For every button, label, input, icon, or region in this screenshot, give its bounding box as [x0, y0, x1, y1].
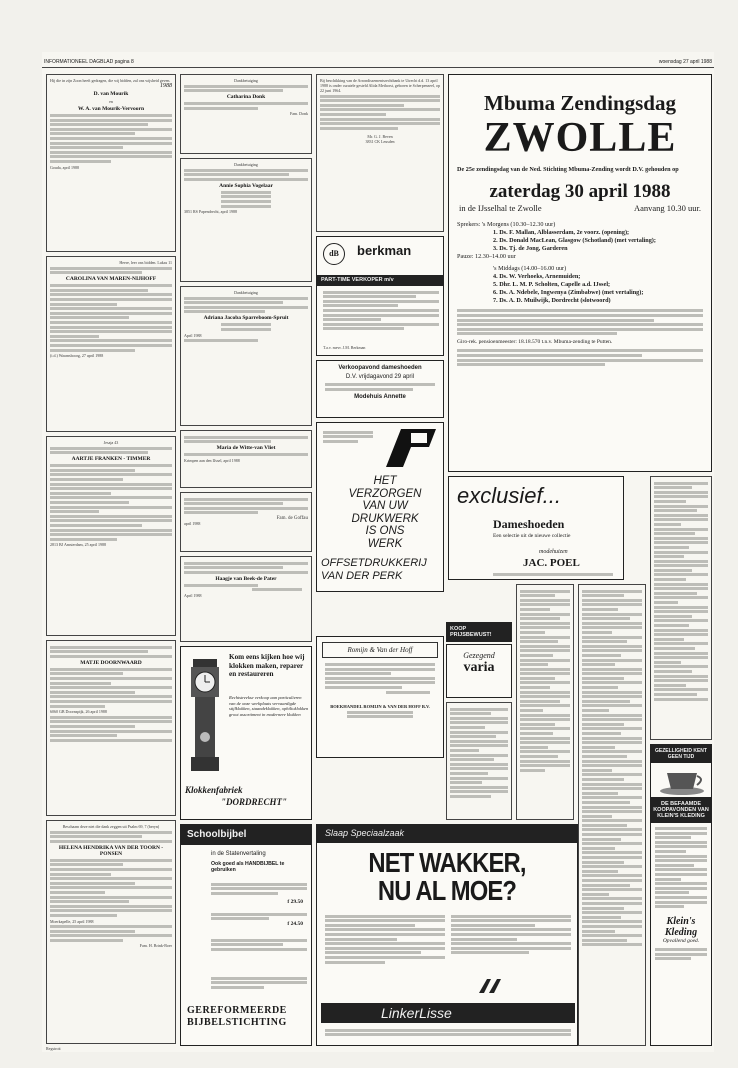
thanks-2: [180, 158, 312, 282]
romijn-address: [347, 711, 413, 719]
berkman-ad: [316, 236, 444, 356]
notice-name-2: W. A. van Mourik-Vervoorn: [77, 106, 145, 112]
exclusief-title: Dameshoeden: [493, 517, 565, 531]
drukwerk-name: [321, 557, 441, 582]
school-price-2: f 24.50: [287, 921, 303, 927]
koop-ad: [446, 622, 512, 642]
thanks-name: Annie Sophia Vogelaar: [219, 182, 273, 189]
mbuma-pause: Pauze: 12.30–14.00 uur: [457, 253, 516, 261]
printer-logo-icon: [381, 427, 441, 473]
school-brand-1: GEREFORMEERDE: [187, 1005, 287, 1016]
verkoop-ad: [316, 360, 444, 418]
kleins-ad: [650, 744, 712, 1046]
notice-verse: Hij die in zijn Zoon heeft gedragen, die wij bidden, zal ons wijsheid geven.: [50, 78, 171, 83]
mbuma-text-2: [457, 349, 703, 366]
curatele-sign-1: Mr. G. J. Beven: [367, 133, 393, 139]
speaker: 6. Ds. A. Ndebele, Ingwenya (Zimbabwe) (met vertaling);: [493, 289, 644, 297]
slaap-line-1: NET WAKKER,: [368, 847, 526, 878]
thanks-date: April 1988: [184, 332, 202, 338]
thanks-title: Dankbetuiging: [234, 162, 258, 167]
school-text-3: [211, 937, 307, 952]
notice-death-1: [46, 256, 176, 432]
exclusief-house: modehuizen: [539, 549, 568, 555]
thanks-sign: Fam. Donk: [290, 111, 308, 117]
school-text: [211, 881, 307, 896]
koop-text: KOOP PRIJSBEWUST!: [450, 626, 492, 638]
verkoop-brand: Modehuis Annette: [354, 393, 406, 400]
slaap-line-2: NU AL MOE?: [377, 875, 517, 906]
notice-date: Moerkapelle, 25 april 1988: [50, 918, 94, 924]
gezellig-title: GEZELLIGHEID KENT GEEN TIJD: [651, 745, 711, 763]
thanks-date: april 1988: [184, 520, 201, 526]
newspaper-page: [42, 52, 714, 1052]
notice-text: [50, 646, 172, 658]
notice-name: HELENA HENDRIKA VAN DER TOORN - PONSEN: [58, 844, 164, 857]
clock-icon: [185, 657, 225, 777]
thanks-text: [184, 297, 308, 314]
notice-text: [50, 114, 172, 163]
notice-text: [50, 267, 172, 275]
drukwerk-address: [323, 429, 373, 444]
notice-death-4: [46, 820, 176, 1044]
teacup-icon: [651, 763, 712, 797]
school-brand-2: BIJBELSTICHTING: [187, 1017, 287, 1028]
thanks-1: [180, 74, 312, 154]
drukwerk-name-line: OFFSETDRUKKERIJ: [321, 557, 427, 569]
notice-text-2: [50, 668, 172, 708]
drukwerk-ad: [316, 422, 444, 592]
thanks-6: [180, 556, 312, 642]
notice-death-3: [46, 640, 176, 816]
exclusief-name: JAC. POEL: [523, 557, 580, 569]
thanks-name: Haagje van Beek-de Pater: [215, 575, 277, 582]
klokken-headline: Kom eens kijken hoe wij klokken maken, reparer en restaureren: [229, 653, 305, 678]
notice-death-2: [46, 436, 176, 636]
notice-text-3: [50, 925, 172, 942]
notice-name: D. van Mourik: [93, 91, 129, 97]
notice-sign: Fam. H. Brink-Boer: [139, 943, 172, 949]
mbuma-giro: Giro-rek. pensioenmeester: 18.18.570 t.n.v. Mbuma-zending te Putten.: [457, 339, 613, 346]
header-left: INFORMATIONEEL DAGBLAD pagina 8: [44, 59, 134, 65]
mbuma-afternoon: 's Middags (14.00–16.00 uur): [493, 265, 567, 273]
varia-sub: varia: [463, 660, 495, 675]
notice-and: en: [109, 99, 113, 104]
slaap-text-left: [325, 913, 445, 965]
mbuma-place: in de IJsselhal te Zwolle: [459, 203, 542, 214]
thanks-date: 3851 RS Papendrecht, april 1988: [184, 209, 237, 215]
romijn-bottom: BOEKHANDEL ROMIJN & VAN DER HOFF B.V.: [330, 703, 430, 709]
berkman-logo-icon: dB: [323, 243, 345, 265]
mbuma-city: ZWOLLE: [483, 115, 677, 161]
notice-name: AARTJE FRANKEN - TIMMER: [71, 456, 151, 463]
notice-name: CAROLINA VAN MAREN-NIJHOFF: [65, 276, 157, 283]
exclusief-address: [493, 571, 613, 577]
slogan-line: WERK: [367, 537, 403, 550]
speaker: 1. Ds. F. Mallan, Alblasserdam, 2e voorz. (opening);: [493, 229, 630, 237]
speaker: 4. Ds. W. Verhoeks, Arnemuiden;: [493, 273, 581, 281]
notice-text-2: [50, 464, 172, 541]
school-price-1: f 29.50: [287, 899, 303, 905]
linker-logo-icon: [477, 977, 501, 995]
church-services-1: [516, 584, 574, 820]
mbuma-ad: [448, 74, 712, 472]
page-header: [42, 56, 714, 68]
thanks-text-2: [184, 102, 308, 110]
exclusief-ad: [448, 476, 624, 580]
thanks-text-3: [184, 339, 308, 342]
slaap-top: Slaap Speciaalzaak: [317, 825, 577, 843]
curatele-sign-2: 3831 CK Leusden: [365, 138, 395, 144]
notice-date: (i.d.) Waarnsboorg, 27 april 1988: [50, 353, 104, 359]
notice-verse: Heere, leer ons bidden. Lukas 11: [119, 260, 172, 265]
romijn-ad: [316, 636, 444, 758]
mbuma-date: zaterdag 30 april 1988: [489, 181, 671, 203]
romijn-brand: Romijn & Van der Hoff: [322, 642, 438, 658]
slaap-addresses: [325, 1027, 571, 1038]
church-services-3: [650, 476, 712, 740]
slogan-line: VAN UW: [362, 500, 408, 512]
notice-verse: Jesaja 43: [103, 440, 119, 445]
school-line-1: in de Statenvertaling: [211, 851, 266, 857]
mbuma-place-row: [459, 203, 701, 213]
church-services-2: [578, 584, 646, 1046]
notice-date: 2813 BJ Amsterdam, 25 april 1988: [50, 542, 106, 548]
thanks-text: [184, 498, 308, 515]
header-right: woensdag 27 april 1988: [658, 59, 712, 65]
services-text: [582, 590, 642, 947]
thanks-text-2: [184, 453, 308, 456]
thanks-title: Dankbetuiging: [234, 290, 258, 295]
thanks-name: Maria de Witte-van Vliet: [216, 445, 276, 452]
berkman-contact: T.a.v. mevr. J.M. Berkman: [323, 345, 366, 350]
thanks-text: [184, 85, 308, 93]
drukwerk-name-line: VAN DER PERK: [321, 569, 403, 582]
slaap-text-right: [451, 913, 571, 956]
thanks-name: Adriana Jacoba Sparreboom-Spruit: [203, 315, 289, 322]
page-footer: Regstroit: [46, 1046, 61, 1051]
exclusief-brand: exclusief...: [457, 483, 561, 508]
thanks-4: [180, 430, 312, 488]
notice-text-2: [50, 859, 172, 917]
berkman-brand: berkman: [357, 243, 412, 258]
mbuma-program: [457, 221, 703, 305]
speaker: 5. Dhr. L. M. P. Scholten, Capelle a.d. IJssel;: [493, 281, 611, 289]
drukwerk-slogan: [331, 475, 439, 550]
thanks-text: [184, 436, 308, 444]
speaker: 2. Ds. Donald MacLean, Glasgow (Schotland) (met vertaling);: [493, 237, 656, 245]
berkman-title: PART-TIME VERKOPER m/v: [317, 275, 444, 286]
thanks-text: [184, 169, 308, 181]
curatele-text-2: [320, 95, 440, 130]
kleins-brand: Klein's Kleding: [664, 916, 698, 939]
thanks-date: Krimpen aan den IJssel, april 1988: [184, 457, 240, 463]
notice-year: 1988: [160, 83, 172, 89]
school-line-2: Ook goed als HANDBIJBEL te gebruiken: [211, 861, 285, 874]
kleding-title: DE BEFAAMDE KOOPAVONDEN VAN KLEIN'S KLEDING: [651, 797, 711, 823]
speaker: 3. Ds. Tj. de Jong, Garderen: [493, 245, 568, 253]
mbuma-morning: Sprekers: 's Morgens (10.30–12.30 uur): [457, 221, 556, 229]
notice-date: 6060 GB Doornspijk, 26 april 1988: [50, 709, 107, 715]
curatele-text: Bij beschikking van de Arrondissementsrechtbank te Utrecht d.d. 13 april 1988 is onder curatele gesteld Alida Methorst, geboren te Scherpenzeel, op 22 juni 1964.: [320, 78, 440, 93]
klokken-body: Rechtstreekse verkoop aan particulieren van de onze werkplaats vervaardigde stijlklokken, staandeklokken, ophilioklokken groot assortiment in modernere klokken: [229, 695, 309, 717]
varia-title: Gezegend: [463, 651, 495, 660]
school-text-4: [211, 975, 307, 990]
slaap-brand: LinkerLisse: [321, 1003, 575, 1023]
verkoop-title: Verkoopavond dameshoeden: [338, 365, 422, 371]
curatele-notice: [316, 74, 444, 232]
klokken-brand: Klokkenfabriek: [185, 785, 243, 795]
slogan-line: HET: [373, 475, 397, 487]
church-services-0: [446, 702, 512, 820]
mbuma-time: Aanvang 10.30 uur.: [633, 203, 701, 214]
notice-name: MATJE DOORNWAARD: [80, 659, 142, 666]
services-text: [520, 590, 570, 772]
notice-text-3: [50, 716, 172, 742]
notice-date: Gouda, april 1988: [50, 164, 79, 170]
kleins-address: [655, 948, 707, 960]
slogan-line: IS ONS: [365, 525, 405, 537]
notice-text-2: [50, 284, 172, 351]
thanks-text-2: [184, 323, 308, 331]
notice-text: [50, 831, 172, 843]
varia-ad: [446, 644, 512, 698]
thanks-date: April 1988: [184, 592, 202, 598]
notice-verse: Beschaam deze niet die dank zeggen uit Psalm 69, 7 (beryn): [62, 824, 160, 829]
verkoop-text: [325, 383, 435, 391]
romijn-text: [325, 663, 435, 694]
thanks-sign: Fam. de Goffau: [276, 515, 308, 521]
thanks-text: [184, 562, 308, 574]
thanks-text-2: [184, 584, 308, 592]
slogan-line: DRUKWERK: [351, 512, 419, 525]
mbuma-title: Mbuma Zendingsdag: [484, 91, 676, 115]
exclusief-sub: Een selectie uit de nieuwe collectie: [493, 533, 571, 539]
speaker: 7. Ds. A. D. Muilwijk, Dordrecht (slotwoord): [493, 297, 611, 305]
notice-birth: [46, 74, 176, 252]
slogan-line: VERZORGEN: [348, 487, 422, 500]
schoolbijbel-title: Schoolbijbel: [181, 825, 312, 845]
thanks-3: [180, 286, 312, 426]
mbuma-text: [457, 309, 703, 335]
thanks-title: Dankbetuiging: [234, 78, 258, 83]
notice-text: [50, 447, 172, 455]
thanks-name: Catharina Donk: [226, 94, 266, 101]
kleins-sub: Opvallend goed.: [662, 938, 700, 945]
slaap-ad: [316, 824, 578, 1046]
mbuma-sub: De 25e zendingsdag van de Ned. Stichting Mbuma-Zending wordt D.V. gehouden op: [457, 166, 679, 173]
berkman-text: [323, 289, 439, 332]
kleins-text: [655, 827, 707, 908]
klokken-ad: [180, 646, 312, 820]
thanks-5: [180, 492, 312, 552]
schoolbijbel-ad: [180, 824, 312, 1046]
services-text: [654, 482, 708, 701]
services-text: [450, 708, 508, 798]
klokken-city: "DORDRECHT": [221, 797, 288, 807]
verkoop-date: D.V. vrijdagavond 29 april: [345, 374, 415, 380]
thanks-text-2: [184, 191, 308, 208]
